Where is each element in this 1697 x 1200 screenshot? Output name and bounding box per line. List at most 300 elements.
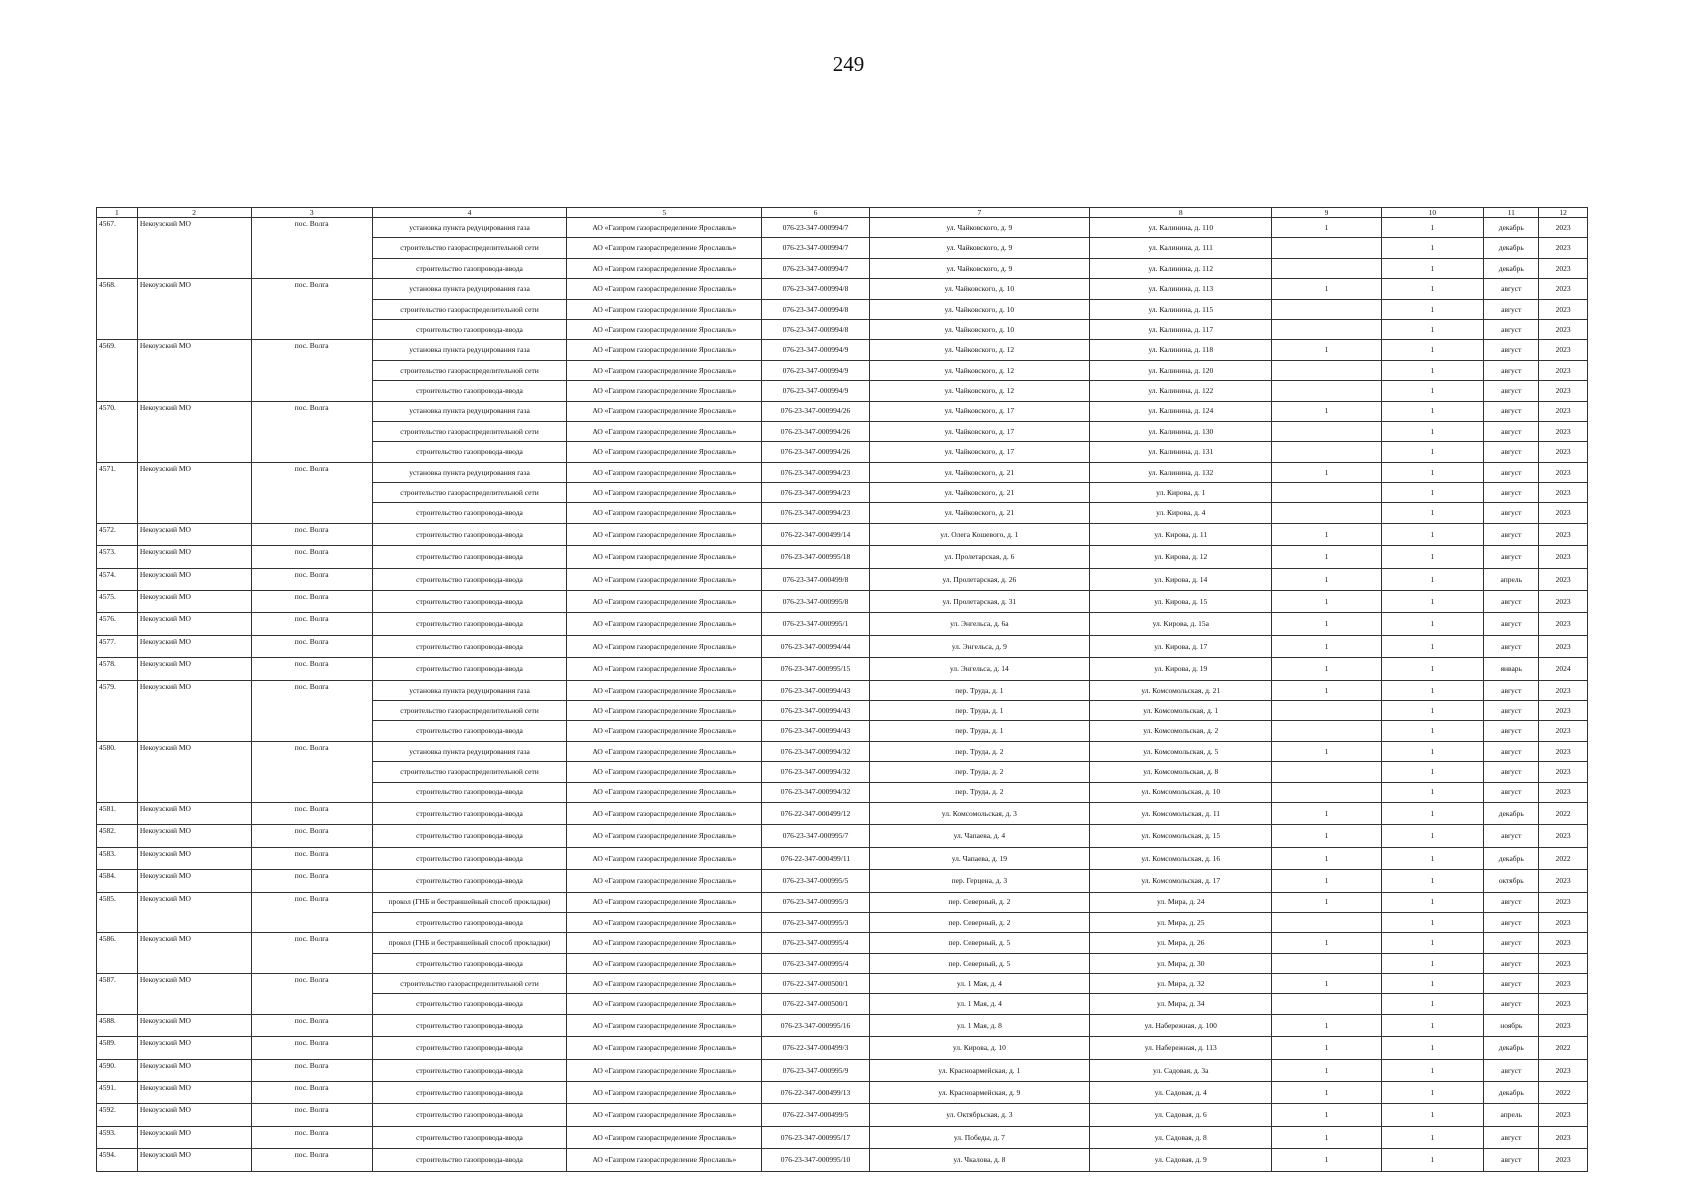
- year: 2023: [1539, 680, 1588, 700]
- table-row: [97, 568, 1588, 590]
- work-type: строительство газораспределительной сети: [372, 483, 566, 503]
- row-number: 4574.: [97, 568, 138, 590]
- address-from: ул. Пролетарская, д. 31: [869, 591, 1090, 613]
- quantity-9: 1: [1272, 340, 1381, 360]
- application-code: 076-22-347-000499/11: [762, 847, 869, 869]
- organization: АО «Газпром газораспределение Ярославль»: [567, 1082, 762, 1104]
- work-type: установка пункта редуцирования газа: [372, 680, 566, 700]
- row-number: 4580.: [97, 741, 138, 802]
- month: август: [1484, 741, 1539, 761]
- work-type: строительство газопровода-ввода: [372, 1149, 566, 1171]
- address-from: пер. Труда, д. 2: [869, 741, 1090, 761]
- work-type: строительство газопровода-ввода: [372, 613, 566, 635]
- address-from: ул. 1 Мая, д. 4: [869, 974, 1090, 994]
- table-row: [97, 340, 1588, 360]
- month: ноябрь: [1484, 1014, 1539, 1036]
- month: декабрь: [1484, 238, 1539, 258]
- application-code: 076-23-347-000994/32: [762, 782, 869, 802]
- quantity-9: 1: [1272, 523, 1381, 545]
- year: 2023: [1539, 523, 1588, 545]
- row-number: 4587.: [97, 974, 138, 1015]
- organization: АО «Газпром газораспределение Ярославль»: [567, 238, 762, 258]
- quantity-10: 1: [1381, 1037, 1484, 1059]
- address-from: ул. Чайковского, д. 12: [869, 360, 1090, 380]
- year: 2023: [1539, 421, 1588, 441]
- address-from: ул. Октябрьская, д. 3: [869, 1104, 1090, 1126]
- table-row: [97, 933, 1588, 953]
- address-to: ул. Комсомольская, д. 15: [1090, 825, 1272, 847]
- settlement: пос. Волга: [251, 279, 372, 340]
- year: 2023: [1539, 442, 1588, 462]
- work-type: строительство газораспределительной сети: [372, 299, 566, 319]
- row-number: 4581.: [97, 802, 138, 824]
- table-header: [97, 208, 1588, 218]
- quantity-9: 1: [1272, 462, 1381, 482]
- work-type: строительство газопровода-ввода: [372, 1126, 566, 1148]
- month: август: [1484, 974, 1539, 994]
- address-from: ул. Энгельса, д. 9: [869, 635, 1090, 657]
- address-to: ул. Калинина, д. 131: [1090, 442, 1272, 462]
- address-to: ул. Калинина, д. 118: [1090, 340, 1272, 360]
- address-to: ул. Калинина, д. 117: [1090, 319, 1272, 339]
- quantity-9: [1272, 762, 1381, 782]
- organization: АО «Газпром газораспределение Ярославль»: [567, 700, 762, 720]
- column-header: 8: [1090, 208, 1272, 218]
- work-type: строительство газопровода-ввода: [372, 953, 566, 973]
- address-to: ул. Мира, д. 26: [1090, 933, 1272, 953]
- month: август: [1484, 591, 1539, 613]
- quantity-10: 1: [1381, 381, 1484, 401]
- address-from: пер. Северный, д. 5: [869, 953, 1090, 973]
- organization: АО «Газпром газораспределение Ярославль»: [567, 613, 762, 635]
- month: август: [1484, 912, 1539, 932]
- organization: АО «Газпром газораспределение Ярославль»: [567, 933, 762, 953]
- quantity-10: 1: [1381, 802, 1484, 824]
- year: 2023: [1539, 381, 1588, 401]
- address-to: ул. Садовая, д. 8: [1090, 1126, 1272, 1148]
- quantity-10: 1: [1381, 1126, 1484, 1148]
- table-row: [97, 1037, 1588, 1059]
- address-to: ул. Комсомольская, д. 2: [1090, 721, 1272, 741]
- work-type: строительство газопровода-ввода: [372, 1014, 566, 1036]
- year: 2023: [1539, 870, 1588, 892]
- organization: АО «Газпром газораспределение Ярославль»: [567, 1104, 762, 1126]
- application-code: 076-23-347-000994/26: [762, 401, 869, 421]
- quantity-10: 1: [1381, 782, 1484, 802]
- organization: АО «Газпром газораспределение Ярославль»: [567, 912, 762, 932]
- address-to: ул. Калинина, д. 110: [1090, 218, 1272, 238]
- address-to: ул. Кирова, д. 11: [1090, 523, 1272, 545]
- address-from: ул. Победы, д. 7: [869, 1126, 1090, 1148]
- work-type: строительство газопровода-ввода: [372, 442, 566, 462]
- column-header: 10: [1381, 208, 1484, 218]
- quantity-9: 1: [1272, 218, 1381, 238]
- settlement: пос. Волга: [251, 802, 372, 824]
- row-number: 4568.: [97, 279, 138, 340]
- work-type: строительство газопровода-ввода: [372, 1082, 566, 1104]
- settlement: пос. Волга: [251, 591, 372, 613]
- month: август: [1484, 360, 1539, 380]
- month: август: [1484, 299, 1539, 319]
- municipality: Некоузский МО: [137, 1037, 251, 1059]
- quantity-10: 1: [1381, 825, 1484, 847]
- address-to: ул. Садовая, д. 9: [1090, 1149, 1272, 1171]
- quantity-10: 1: [1381, 721, 1484, 741]
- quantity-10: 1: [1381, 442, 1484, 462]
- row-number: 4579.: [97, 680, 138, 741]
- settlement: пос. Волга: [251, 825, 372, 847]
- table-row: [97, 1082, 1588, 1104]
- work-type: строительство газопровода-ввода: [372, 825, 566, 847]
- organization: АО «Газпром газораспределение Ярославль»: [567, 658, 762, 680]
- quantity-10: 1: [1381, 1082, 1484, 1104]
- quantity-10: 1: [1381, 238, 1484, 258]
- municipality: Некоузский МО: [137, 613, 251, 635]
- month: август: [1484, 721, 1539, 741]
- address-from: ул. Комсомольская, д. 3: [869, 802, 1090, 824]
- year: 2023: [1539, 892, 1588, 912]
- quantity-9: 1: [1272, 892, 1381, 912]
- organization: АО «Газпром газораспределение Ярославль»: [567, 340, 762, 360]
- year: 2022: [1539, 847, 1588, 869]
- row-number: 4578.: [97, 658, 138, 680]
- settlement: пос. Волга: [251, 1059, 372, 1081]
- year: 2023: [1539, 1149, 1588, 1171]
- address-from: ул. Чапаева, д. 4: [869, 825, 1090, 847]
- year: 2023: [1539, 1126, 1588, 1148]
- quantity-9: 1: [1272, 847, 1381, 869]
- year: 2022: [1539, 802, 1588, 824]
- month: август: [1484, 762, 1539, 782]
- table-row: [97, 613, 1588, 635]
- quantity-10: 1: [1381, 1104, 1484, 1126]
- year: 2023: [1539, 721, 1588, 741]
- quantity-9: 1: [1272, 568, 1381, 590]
- organization: АО «Газпром газораспределение Ярославль»: [567, 847, 762, 869]
- municipality: Некоузский МО: [137, 825, 251, 847]
- month: август: [1484, 401, 1539, 421]
- address-from: пер. Труда, д. 2: [869, 782, 1090, 802]
- address-to: ул. Комсомольская, д. 5: [1090, 741, 1272, 761]
- application-code: 076-22-347-000499/3: [762, 1037, 869, 1059]
- address-to: ул. Мира, д. 25: [1090, 912, 1272, 932]
- municipality: Некоузский МО: [137, 658, 251, 680]
- works-table-container: [96, 207, 1588, 1172]
- work-type: установка пункта редуцирования газа: [372, 340, 566, 360]
- settlement: пос. Волга: [251, 1149, 372, 1171]
- quantity-10: 1: [1381, 700, 1484, 720]
- address-from: ул. Чайковского, д. 17: [869, 421, 1090, 441]
- address-to: ул. Калинина, д. 112: [1090, 258, 1272, 278]
- quantity-9: [1272, 238, 1381, 258]
- quantity-9: 1: [1272, 591, 1381, 613]
- table-row: [97, 591, 1588, 613]
- quantity-10: 1: [1381, 741, 1484, 761]
- address-to: ул. Калинина, д. 130: [1090, 421, 1272, 441]
- table-row: [97, 892, 1588, 912]
- quantity-9: [1272, 721, 1381, 741]
- application-code: 076-23-347-000995/3: [762, 892, 869, 912]
- work-type: строительство газораспределительной сети: [372, 762, 566, 782]
- month: август: [1484, 421, 1539, 441]
- address-from: ул. Чайковского, д. 10: [869, 319, 1090, 339]
- address-from: ул. 1 Мая, д. 4: [869, 994, 1090, 1014]
- year: 2023: [1539, 340, 1588, 360]
- year: 2022: [1539, 1082, 1588, 1104]
- quantity-9: 1: [1272, 658, 1381, 680]
- settlement: пос. Волга: [251, 1104, 372, 1126]
- work-type: строительство газопровода-ввода: [372, 319, 566, 339]
- month: декабрь: [1484, 1082, 1539, 1104]
- quantity-9: 1: [1272, 1059, 1381, 1081]
- year: 2023: [1539, 700, 1588, 720]
- organization: АО «Газпром газораспределение Ярославль»: [567, 258, 762, 278]
- quantity-10: 1: [1381, 658, 1484, 680]
- settlement: пос. Волга: [251, 613, 372, 635]
- address-from: пер. Северный, д. 2: [869, 912, 1090, 932]
- settlement: пос. Волга: [251, 1014, 372, 1036]
- application-code: 076-23-347-000994/7: [762, 258, 869, 278]
- address-to: ул. Мира, д. 34: [1090, 994, 1272, 1014]
- column-header: 6: [762, 208, 869, 218]
- address-to: ул. Кирова, д. 12: [1090, 546, 1272, 568]
- quantity-10: 1: [1381, 680, 1484, 700]
- month: август: [1484, 1059, 1539, 1081]
- application-code: 076-23-347-000995/4: [762, 933, 869, 953]
- work-type: установка пункта редуцирования газа: [372, 741, 566, 761]
- quantity-9: [1272, 299, 1381, 319]
- column-header: 3: [251, 208, 372, 218]
- organization: АО «Газпром газораспределение Ярославль»: [567, 953, 762, 973]
- settlement: пос. Волга: [251, 401, 372, 462]
- month: август: [1484, 825, 1539, 847]
- settlement: пос. Волга: [251, 462, 372, 523]
- year: 2023: [1539, 401, 1588, 421]
- application-code: 076-23-347-000994/43: [762, 680, 869, 700]
- row-number: 4588.: [97, 1014, 138, 1036]
- address-from: ул. Олега Кошевого, д. 1: [869, 523, 1090, 545]
- application-code: 076-22-347-000499/12: [762, 802, 869, 824]
- quantity-10: 1: [1381, 933, 1484, 953]
- municipality: Некоузский МО: [137, 1126, 251, 1148]
- quantity-9: 1: [1272, 1037, 1381, 1059]
- address-to: ул. Кирова, д. 19: [1090, 658, 1272, 680]
- row-number: 4590.: [97, 1059, 138, 1081]
- application-code: 076-23-347-000995/15: [762, 658, 869, 680]
- application-code: 076-23-347-000995/17: [762, 1126, 869, 1148]
- address-from: ул. Чайковского, д. 9: [869, 218, 1090, 238]
- quantity-9: [1272, 319, 1381, 339]
- municipality: Некоузский МО: [137, 802, 251, 824]
- quantity-9: 1: [1272, 546, 1381, 568]
- address-from: пер. Труда, д. 1: [869, 721, 1090, 741]
- address-from: ул. Чайковского, д. 21: [869, 483, 1090, 503]
- quantity-9: [1272, 782, 1381, 802]
- organization: АО «Газпром газораспределение Ярославль»: [567, 741, 762, 761]
- settlement: пос. Волга: [251, 658, 372, 680]
- column-header: 9: [1272, 208, 1381, 218]
- application-code: 076-23-347-000994/9: [762, 340, 869, 360]
- application-code: 076-23-347-000994/9: [762, 360, 869, 380]
- table-row: [97, 1104, 1588, 1126]
- quantity-9: [1272, 442, 1381, 462]
- address-from: ул. Чайковского, д. 17: [869, 442, 1090, 462]
- address-to: ул. Комсомольская, д. 21: [1090, 680, 1272, 700]
- year: 2023: [1539, 741, 1588, 761]
- month: август: [1484, 892, 1539, 912]
- address-to: ул. Набережная, д. 113: [1090, 1037, 1272, 1059]
- quantity-10: 1: [1381, 762, 1484, 782]
- organization: АО «Газпром газораспределение Ярославль»: [567, 1059, 762, 1081]
- work-type: строительство газораспределительной сети: [372, 238, 566, 258]
- municipality: Некоузский МО: [137, 1014, 251, 1036]
- quantity-10: 1: [1381, 591, 1484, 613]
- month: август: [1484, 700, 1539, 720]
- work-type: строительство газораспределительной сети: [372, 421, 566, 441]
- row-number: 4577.: [97, 635, 138, 657]
- quantity-10: 1: [1381, 847, 1484, 869]
- quantity-10: 1: [1381, 546, 1484, 568]
- organization: АО «Газпром газораспределение Ярославль»: [567, 825, 762, 847]
- month: август: [1484, 1149, 1539, 1171]
- application-code: 076-23-347-000995/18: [762, 546, 869, 568]
- municipality: Некоузский МО: [137, 870, 251, 892]
- address-to: ул. Калинина, д. 115: [1090, 299, 1272, 319]
- quantity-9: [1272, 360, 1381, 380]
- year: 2023: [1539, 933, 1588, 953]
- quantity-10: 1: [1381, 279, 1484, 299]
- work-type: строительство газопровода-ввода: [372, 658, 566, 680]
- month: август: [1484, 523, 1539, 545]
- address-from: ул. Чайковского, д. 21: [869, 462, 1090, 482]
- year: 2023: [1539, 994, 1588, 1014]
- table-row: [97, 546, 1588, 568]
- quantity-10: 1: [1381, 483, 1484, 503]
- address-to: ул. Калинина, д. 132: [1090, 462, 1272, 482]
- quantity-9: [1272, 953, 1381, 973]
- organization: АО «Газпром газораспределение Ярославль»: [567, 721, 762, 741]
- settlement: пос. Волга: [251, 568, 372, 590]
- row-number: 4592.: [97, 1104, 138, 1126]
- quantity-9: [1272, 700, 1381, 720]
- settlement: пос. Волга: [251, 933, 372, 974]
- year: 2023: [1539, 462, 1588, 482]
- row-number: 4583.: [97, 847, 138, 869]
- address-to: ул. Калинина, д. 111: [1090, 238, 1272, 258]
- municipality: Некоузский МО: [137, 974, 251, 1015]
- month: август: [1484, 680, 1539, 700]
- table-row: [97, 802, 1588, 824]
- quantity-10: 1: [1381, 1014, 1484, 1036]
- application-code: 076-22-347-000499/5: [762, 1104, 869, 1126]
- quantity-10: 1: [1381, 462, 1484, 482]
- work-type: установка пункта редуцирования газа: [372, 462, 566, 482]
- settlement: пос. Волга: [251, 218, 372, 279]
- table-row: [97, 658, 1588, 680]
- year: 2023: [1539, 319, 1588, 339]
- row-number: 4572.: [97, 523, 138, 545]
- row-number: 4585.: [97, 892, 138, 933]
- month: август: [1484, 1126, 1539, 1148]
- municipality: Некоузский МО: [137, 546, 251, 568]
- work-type: строительство газопровода-ввода: [372, 258, 566, 278]
- quantity-9: 1: [1272, 870, 1381, 892]
- work-type: строительство газопровода-ввода: [372, 591, 566, 613]
- address-to: ул. Мира, д. 24: [1090, 892, 1272, 912]
- row-number: 4575.: [97, 591, 138, 613]
- address-from: ул. Чайковского, д. 10: [869, 279, 1090, 299]
- quantity-10: 1: [1381, 635, 1484, 657]
- table-row: [97, 218, 1588, 238]
- quantity-9: 1: [1272, 1126, 1381, 1148]
- table-row: [97, 825, 1588, 847]
- organization: АО «Газпром газораспределение Ярославль»: [567, 442, 762, 462]
- quantity-10: 1: [1381, 503, 1484, 523]
- quantity-10: 1: [1381, 299, 1484, 319]
- address-from: ул. Чапаева, д. 19: [869, 847, 1090, 869]
- year: 2023: [1539, 1059, 1588, 1081]
- work-type: строительство газораспределительной сети: [372, 360, 566, 380]
- address-to: ул. Мира, д. 32: [1090, 974, 1272, 994]
- application-code: 076-22-347-000499/13: [762, 1082, 869, 1104]
- municipality: Некоузский МО: [137, 635, 251, 657]
- municipality: Некоузский МО: [137, 591, 251, 613]
- year: 2024: [1539, 658, 1588, 680]
- settlement: пос. Волга: [251, 546, 372, 568]
- row-number: 4573.: [97, 546, 138, 568]
- table-row: [97, 635, 1588, 657]
- quantity-10: 1: [1381, 1059, 1484, 1081]
- address-from: ул. Пролетарская, д. 6: [869, 546, 1090, 568]
- application-code: 076-23-347-000994/8: [762, 319, 869, 339]
- month: август: [1484, 613, 1539, 635]
- month: апрель: [1484, 1104, 1539, 1126]
- work-type: строительство газопровода-ввода: [372, 870, 566, 892]
- application-code: 076-23-347-000995/16: [762, 1014, 869, 1036]
- quantity-10: 1: [1381, 421, 1484, 441]
- address-from: ул. Чкалова, д. 8: [869, 1149, 1090, 1171]
- organization: АО «Газпром газораспределение Ярославль»: [567, 218, 762, 238]
- organization: АО «Газпром газораспределение Ярославль»: [567, 462, 762, 482]
- year: 2023: [1539, 825, 1588, 847]
- address-to: ул. Комсомольская, д. 1: [1090, 700, 1272, 720]
- quantity-9: 1: [1272, 933, 1381, 953]
- table-row: [97, 741, 1588, 761]
- organization: АО «Газпром газораспределение Ярославль»: [567, 994, 762, 1014]
- work-type: установка пункта редуцирования газа: [372, 218, 566, 238]
- municipality: Некоузский МО: [137, 1082, 251, 1104]
- work-type: строительство газораспределительной сети: [372, 974, 566, 994]
- year: 2023: [1539, 258, 1588, 278]
- application-code: 076-23-347-000994/43: [762, 700, 869, 720]
- organization: АО «Газпром газораспределение Ярославль»: [567, 483, 762, 503]
- quantity-9: [1272, 483, 1381, 503]
- application-code: 076-23-347-000995/4: [762, 953, 869, 973]
- month: октябрь: [1484, 870, 1539, 892]
- quantity-9: [1272, 994, 1381, 1014]
- quantity-10: 1: [1381, 994, 1484, 1014]
- quantity-9: 1: [1272, 974, 1381, 994]
- address-from: ул. Энгельса, д. 6а: [869, 613, 1090, 635]
- organization: АО «Газпром газораспределение Ярославль»: [567, 360, 762, 380]
- address-from: ул. Красноармейская, д. 1: [869, 1059, 1090, 1081]
- work-type: строительство газопровода-ввода: [372, 782, 566, 802]
- quantity-10: 1: [1381, 613, 1484, 635]
- settlement: пос. Волга: [251, 847, 372, 869]
- month: август: [1484, 442, 1539, 462]
- organization: АО «Газпром газораспределение Ярославль»: [567, 381, 762, 401]
- organization: АО «Газпром газораспределение Ярославль»: [567, 635, 762, 657]
